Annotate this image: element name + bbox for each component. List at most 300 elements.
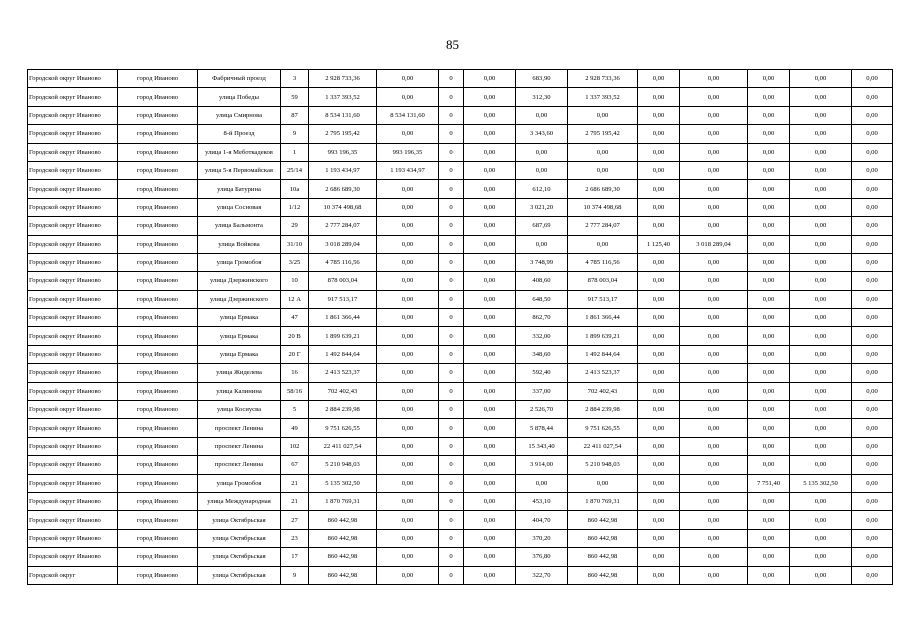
table-cell: 10 374 498,68: [309, 198, 377, 216]
table-cell: 0,00: [790, 235, 852, 253]
table-cell: 612,10: [516, 180, 568, 198]
table-cell: 0,00: [638, 253, 680, 271]
table-cell: 0,00: [464, 161, 516, 179]
table-cell: 0: [439, 88, 464, 106]
table-cell: 0,00: [377, 290, 439, 308]
table-cell: 0,00: [464, 106, 516, 124]
table-cell: 862,70: [516, 309, 568, 327]
table-cell: 0,00: [568, 161, 638, 179]
table-cell: 1 193 434,97: [309, 161, 377, 179]
table-cell: 0,00: [680, 272, 748, 290]
table-cell: 0,00: [516, 106, 568, 124]
table-cell: 0,00: [852, 272, 893, 290]
table-cell: 0,00: [852, 290, 893, 308]
table-cell: 29: [281, 217, 309, 235]
table-cell: улица Октябрьская: [198, 511, 281, 529]
table-cell: 0,00: [638, 511, 680, 529]
table-cell: 0,00: [748, 88, 790, 106]
table-cell: 592,40: [516, 364, 568, 382]
table-cell: 0,00: [748, 125, 790, 143]
table-row: [28, 419, 893, 437]
table-cell: 0,00: [790, 198, 852, 216]
table-cell: 0,00: [790, 272, 852, 290]
table-cell: 0,00: [680, 437, 748, 455]
table-cell: Городской округ Иваново: [28, 419, 118, 437]
table-cell: 0,00: [852, 180, 893, 198]
table-cell: 0: [439, 180, 464, 198]
table-cell: 67: [281, 456, 309, 474]
table-cell: 0,00: [638, 437, 680, 455]
table-cell: Городской округ Иваново: [28, 511, 118, 529]
table-cell: 0,00: [852, 235, 893, 253]
table-cell: 102: [281, 437, 309, 455]
table-cell: 21: [281, 492, 309, 510]
table-cell: 0,00: [638, 272, 680, 290]
table-cell: 9: [281, 566, 309, 584]
table-cell: 0: [439, 548, 464, 566]
table-cell: улица Громобоя: [198, 253, 281, 271]
table-cell: 0,00: [852, 125, 893, 143]
table-cell: 0: [439, 456, 464, 474]
table-cell: 370,20: [516, 529, 568, 547]
table-row: [28, 566, 893, 584]
table-cell: 0,00: [377, 419, 439, 437]
table-cell: 3: [281, 70, 309, 88]
table-cell: 1 492 844,64: [568, 345, 638, 363]
table-cell: 0,00: [568, 143, 638, 161]
table-cell: 0,00: [464, 474, 516, 492]
table-cell: 1: [281, 143, 309, 161]
table-cell: улица Октябрьская: [198, 529, 281, 547]
table-cell: 4 785 116,56: [309, 253, 377, 271]
table-cell: Городской округ Иваново: [28, 272, 118, 290]
table-cell: 0,00: [852, 382, 893, 400]
table-cell: город Иваново: [118, 290, 198, 308]
table-cell: 0,00: [680, 253, 748, 271]
table-cell: Городской округ Иваново: [28, 492, 118, 510]
table-cell: 0,00: [852, 548, 893, 566]
table-cell: 10: [281, 272, 309, 290]
table-cell: 0,00: [464, 566, 516, 584]
table-row: [28, 492, 893, 510]
table-cell: 0,00: [748, 235, 790, 253]
table-cell: 0,00: [464, 327, 516, 345]
table-cell: 0,00: [680, 290, 748, 308]
table-row: [28, 235, 893, 253]
table-cell: 0,00: [680, 492, 748, 510]
table-cell: 1 870 769,31: [568, 492, 638, 510]
table-cell: 702 402,43: [309, 382, 377, 400]
table-cell: 0,00: [790, 161, 852, 179]
table-cell: 3 018 289,04: [680, 235, 748, 253]
table-cell: улица Смирнова: [198, 106, 281, 124]
table-cell: 993 196,35: [309, 143, 377, 161]
table-cell: 1 899 639,21: [568, 327, 638, 345]
table-cell: 87: [281, 106, 309, 124]
table-cell: 0,00: [377, 437, 439, 455]
table-cell: город Иваново: [118, 382, 198, 400]
table-cell: город Иваново: [118, 437, 198, 455]
table-cell: 0,00: [680, 419, 748, 437]
table-cell: 1 870 769,31: [309, 492, 377, 510]
table-cell: 8 534 131,60: [309, 106, 377, 124]
table-cell: улица Победы: [198, 88, 281, 106]
table-cell: Городской округ Иваново: [28, 456, 118, 474]
table-row: [28, 401, 893, 419]
table-row: [28, 548, 893, 566]
table-cell: улица Сосновая: [198, 198, 281, 216]
table-cell: 376,80: [516, 548, 568, 566]
table-cell: Городской округ Иваново: [28, 437, 118, 455]
table-cell: Городской округ Иваново: [28, 235, 118, 253]
table-cell: улица Дзержинского: [198, 290, 281, 308]
table-cell: 0,00: [748, 401, 790, 419]
table-cell: город Иваново: [118, 456, 198, 474]
table-cell: 0,00: [377, 511, 439, 529]
table-cell: 0,00: [377, 474, 439, 492]
table-cell: 0,00: [748, 217, 790, 235]
table-cell: 0,00: [790, 345, 852, 363]
table-cell: 0,00: [748, 437, 790, 455]
table-cell: 0,00: [680, 456, 748, 474]
table-row: [28, 125, 893, 143]
table-cell: 0,00: [377, 492, 439, 510]
table-cell: 0,00: [748, 566, 790, 584]
table-cell: улица Калинина: [198, 382, 281, 400]
table-cell: 0,00: [748, 345, 790, 363]
table-cell: 0: [439, 253, 464, 271]
table-cell: Городской округ Иваново: [28, 382, 118, 400]
table-cell: 0,00: [377, 309, 439, 327]
table-cell: 687,69: [516, 217, 568, 235]
table-cell: улица Войкова: [198, 235, 281, 253]
table-cell: 7 751,40: [748, 474, 790, 492]
table-cell: 0,00: [377, 548, 439, 566]
table-cell: 0: [439, 125, 464, 143]
table-cell: город Иваново: [118, 492, 198, 510]
table-cell: 0,00: [464, 290, 516, 308]
table-cell: город Иваново: [118, 106, 198, 124]
table-cell: 0,00: [852, 456, 893, 474]
table-cell: Городской округ Иваново: [28, 364, 118, 382]
table-cell: 0,00: [748, 180, 790, 198]
table-cell: Городской округ: [28, 566, 118, 584]
table-cell: 0,00: [680, 401, 748, 419]
table-cell: 0,00: [748, 456, 790, 474]
table-cell: улица Косиусва: [198, 401, 281, 419]
table-cell: 0,00: [748, 70, 790, 88]
table-cell: город Иваново: [118, 401, 198, 419]
table-cell: 9 751 626,55: [309, 419, 377, 437]
table-cell: 0,00: [464, 125, 516, 143]
data-table: [27, 69, 893, 585]
table-cell: Городской округ Иваново: [28, 474, 118, 492]
table-cell: 0,00: [748, 327, 790, 345]
table-cell: 0,00: [852, 106, 893, 124]
table-cell: 16: [281, 364, 309, 382]
table-cell: 0,00: [852, 511, 893, 529]
table-cell: Городской округ Иваново: [28, 548, 118, 566]
table-cell: 453,10: [516, 492, 568, 510]
table-cell: 2 928 733,36: [309, 70, 377, 88]
table-cell: 0,00: [464, 437, 516, 455]
table-cell: 0,00: [377, 198, 439, 216]
table-cell: 8 534 131,60: [377, 106, 439, 124]
table-cell: проспект Ленина: [198, 437, 281, 455]
table-cell: 0,00: [638, 143, 680, 161]
table-cell: 0,00: [638, 70, 680, 88]
table-cell: улица Международная: [198, 492, 281, 510]
table-cell: 1 337 393,52: [309, 88, 377, 106]
table-cell: 0,00: [377, 180, 439, 198]
table-cell: 0,00: [464, 529, 516, 547]
table-cell: 878 003,04: [568, 272, 638, 290]
table-cell: 58/16: [281, 382, 309, 400]
table-cell: 0,00: [516, 143, 568, 161]
table-cell: Городской округ Иваново: [28, 327, 118, 345]
table-cell: 9 751 626,55: [568, 419, 638, 437]
table-cell: 0,00: [377, 401, 439, 419]
table-cell: 0,00: [852, 143, 893, 161]
table-cell: 0,00: [748, 548, 790, 566]
page-number: 85: [446, 37, 459, 52]
table-cell: 0,00: [377, 364, 439, 382]
table-cell: 0,00: [790, 437, 852, 455]
table-cell: город Иваново: [118, 474, 198, 492]
table-cell: 0: [439, 364, 464, 382]
table-cell: 5 135 302,50: [309, 474, 377, 492]
table-cell: 15 343,40: [516, 437, 568, 455]
table-cell: Городской округ Иваново: [28, 217, 118, 235]
table-cell: проспект Ленина: [198, 419, 281, 437]
table-cell: 0: [439, 290, 464, 308]
table-cell: 0,00: [377, 217, 439, 235]
table-cell: 0,00: [464, 309, 516, 327]
table-cell: 0,00: [377, 88, 439, 106]
table-cell: 1 125,40: [638, 235, 680, 253]
table-cell: 0,00: [790, 511, 852, 529]
table-cell: 0,00: [516, 161, 568, 179]
table-cell: 0,00: [680, 161, 748, 179]
table-cell: 0,00: [464, 272, 516, 290]
table-cell: улица Бальмонта: [198, 217, 281, 235]
table-cell: улица Октябрьская: [198, 566, 281, 584]
table-cell: город Иваново: [118, 309, 198, 327]
table-cell: 0: [439, 106, 464, 124]
table-cell: 5: [281, 401, 309, 419]
table-cell: 0,00: [464, 198, 516, 216]
table-cell: 0,00: [790, 290, 852, 308]
table-cell: 0,00: [464, 364, 516, 382]
table-cell: город Иваново: [118, 143, 198, 161]
table-cell: Городской округ Иваново: [28, 529, 118, 547]
table-cell: 0,00: [748, 198, 790, 216]
table-cell: Городской округ Иваново: [28, 180, 118, 198]
table-cell: 0: [439, 198, 464, 216]
table-cell: город Иваново: [118, 419, 198, 437]
table-cell: 23: [281, 529, 309, 547]
table-cell: улица 5-я Первомайская: [198, 161, 281, 179]
table-row: [28, 437, 893, 455]
table-cell: 2 686 689,30: [568, 180, 638, 198]
table-row: [28, 272, 893, 290]
table-cell: 0,00: [464, 548, 516, 566]
table-cell: 0,00: [852, 529, 893, 547]
table-cell: 3 021,20: [516, 198, 568, 216]
table-cell: 0,00: [377, 272, 439, 290]
table-cell: Городской округ Иваново: [28, 401, 118, 419]
table-cell: 22 411 027,54: [568, 437, 638, 455]
table-cell: 0,00: [790, 217, 852, 235]
table-cell: 0,00: [638, 419, 680, 437]
table-cell: 0,00: [638, 401, 680, 419]
table-cell: 0,00: [377, 125, 439, 143]
table-cell: 917 513,17: [309, 290, 377, 308]
table-cell: Городской округ Иваново: [28, 125, 118, 143]
table-cell: город Иваново: [118, 566, 198, 584]
table-cell: Городской округ Иваново: [28, 345, 118, 363]
table-cell: Городской округ Иваново: [28, 70, 118, 88]
table-cell: 27: [281, 511, 309, 529]
table-cell: 0: [439, 345, 464, 363]
table-cell: 860 442,98: [309, 548, 377, 566]
table-cell: 0,00: [680, 548, 748, 566]
table-cell: 3/25: [281, 253, 309, 271]
table-row: [28, 309, 893, 327]
table-cell: 59: [281, 88, 309, 106]
table-cell: 0: [439, 511, 464, 529]
table-cell: 0,00: [638, 125, 680, 143]
table-cell: 648,50: [516, 290, 568, 308]
table-cell: 0,00: [748, 364, 790, 382]
table-cell: 0,00: [680, 125, 748, 143]
table-cell: 404,70: [516, 511, 568, 529]
table-cell: улица Ермака: [198, 345, 281, 363]
table-row: [28, 143, 893, 161]
table-cell: 0,00: [852, 566, 893, 584]
table-cell: 0,00: [638, 290, 680, 308]
table-cell: 0,00: [852, 364, 893, 382]
table-cell: 0,00: [852, 309, 893, 327]
table-cell: 860 442,98: [568, 529, 638, 547]
table-cell: 22 411 027,54: [309, 437, 377, 455]
table-cell: 1 899 639,21: [309, 327, 377, 345]
table-cell: 860 442,98: [309, 529, 377, 547]
table-cell: 5 878,44: [516, 419, 568, 437]
table-cell: 860 442,98: [568, 511, 638, 529]
table-cell: 3 914,00: [516, 456, 568, 474]
table-cell: 348,60: [516, 345, 568, 363]
table-cell: 0: [439, 492, 464, 510]
table-cell: 0,00: [638, 327, 680, 345]
table-cell: 0,00: [638, 456, 680, 474]
table-cell: 0: [439, 309, 464, 327]
table-cell: улица Октябрьская: [198, 548, 281, 566]
table-cell: 0: [439, 566, 464, 584]
table-cell: 0,00: [852, 198, 893, 216]
table-cell: город Иваново: [118, 345, 198, 363]
table-cell: 0,00: [516, 235, 568, 253]
table-cell: 0,00: [377, 382, 439, 400]
table-row: [28, 217, 893, 235]
table-cell: город Иваново: [118, 272, 198, 290]
table-cell: 0,00: [638, 106, 680, 124]
table-cell: 0,00: [464, 419, 516, 437]
table-cell: 322,70: [516, 566, 568, 584]
table-cell: 0,00: [680, 180, 748, 198]
table-cell: 0,00: [377, 456, 439, 474]
table-cell: 0,00: [464, 401, 516, 419]
table-cell: 49: [281, 419, 309, 437]
table-cell: 0,00: [790, 548, 852, 566]
table-cell: Городской округ Иваново: [28, 290, 118, 308]
table-cell: Городской округ Иваново: [28, 309, 118, 327]
table-cell: 0,00: [638, 566, 680, 584]
table-cell: 0,00: [790, 382, 852, 400]
table-cell: Городской округ Иваново: [28, 106, 118, 124]
table-cell: 0,00: [680, 309, 748, 327]
table-cell: 9: [281, 125, 309, 143]
table-cell: 0,00: [568, 106, 638, 124]
table-cell: 0,00: [680, 529, 748, 547]
table-cell: 0,00: [748, 511, 790, 529]
table-cell: 0,00: [377, 327, 439, 345]
table-body: [28, 70, 893, 585]
table-cell: 0,00: [680, 88, 748, 106]
table-cell: 0,00: [680, 382, 748, 400]
table-cell: 0,00: [464, 180, 516, 198]
table-cell: 21: [281, 474, 309, 492]
table-cell: 860 442,98: [309, 511, 377, 529]
table-cell: 10 374 498,68: [568, 198, 638, 216]
table-cell: 0,00: [680, 345, 748, 363]
table-cell: 0,00: [680, 566, 748, 584]
table-row: [28, 345, 893, 363]
table-cell: 10а: [281, 180, 309, 198]
table-cell: 0,00: [852, 70, 893, 88]
table-cell: 0,00: [464, 70, 516, 88]
table-cell: 0,00: [852, 88, 893, 106]
table-cell: 8-й Проезд: [198, 125, 281, 143]
table-cell: 702 402,43: [568, 382, 638, 400]
table-cell: город Иваново: [118, 235, 198, 253]
table-cell: 0,00: [377, 529, 439, 547]
table-cell: 0,00: [638, 529, 680, 547]
table-cell: 0,00: [464, 143, 516, 161]
table-cell: 408,60: [516, 272, 568, 290]
table-cell: 0: [439, 70, 464, 88]
table-cell: 0,00: [638, 382, 680, 400]
table-cell: город Иваново: [118, 180, 198, 198]
table-cell: 0: [439, 529, 464, 547]
table-cell: 0,00: [852, 217, 893, 235]
table-cell: 3 748,99: [516, 253, 568, 271]
table-row: [28, 327, 893, 345]
table-cell: город Иваново: [118, 364, 198, 382]
table-cell: 0,00: [790, 106, 852, 124]
table-cell: 0,00: [748, 272, 790, 290]
table-row: [28, 253, 893, 271]
table-cell: 0,00: [748, 143, 790, 161]
table-cell: 0,00: [790, 180, 852, 198]
table-cell: 47: [281, 309, 309, 327]
table-cell: 31/10: [281, 235, 309, 253]
table-cell: 0,00: [464, 511, 516, 529]
table-cell: город Иваново: [118, 70, 198, 88]
table-cell: 0,00: [377, 345, 439, 363]
table-cell: 0,00: [790, 125, 852, 143]
table-cell: 0: [439, 235, 464, 253]
